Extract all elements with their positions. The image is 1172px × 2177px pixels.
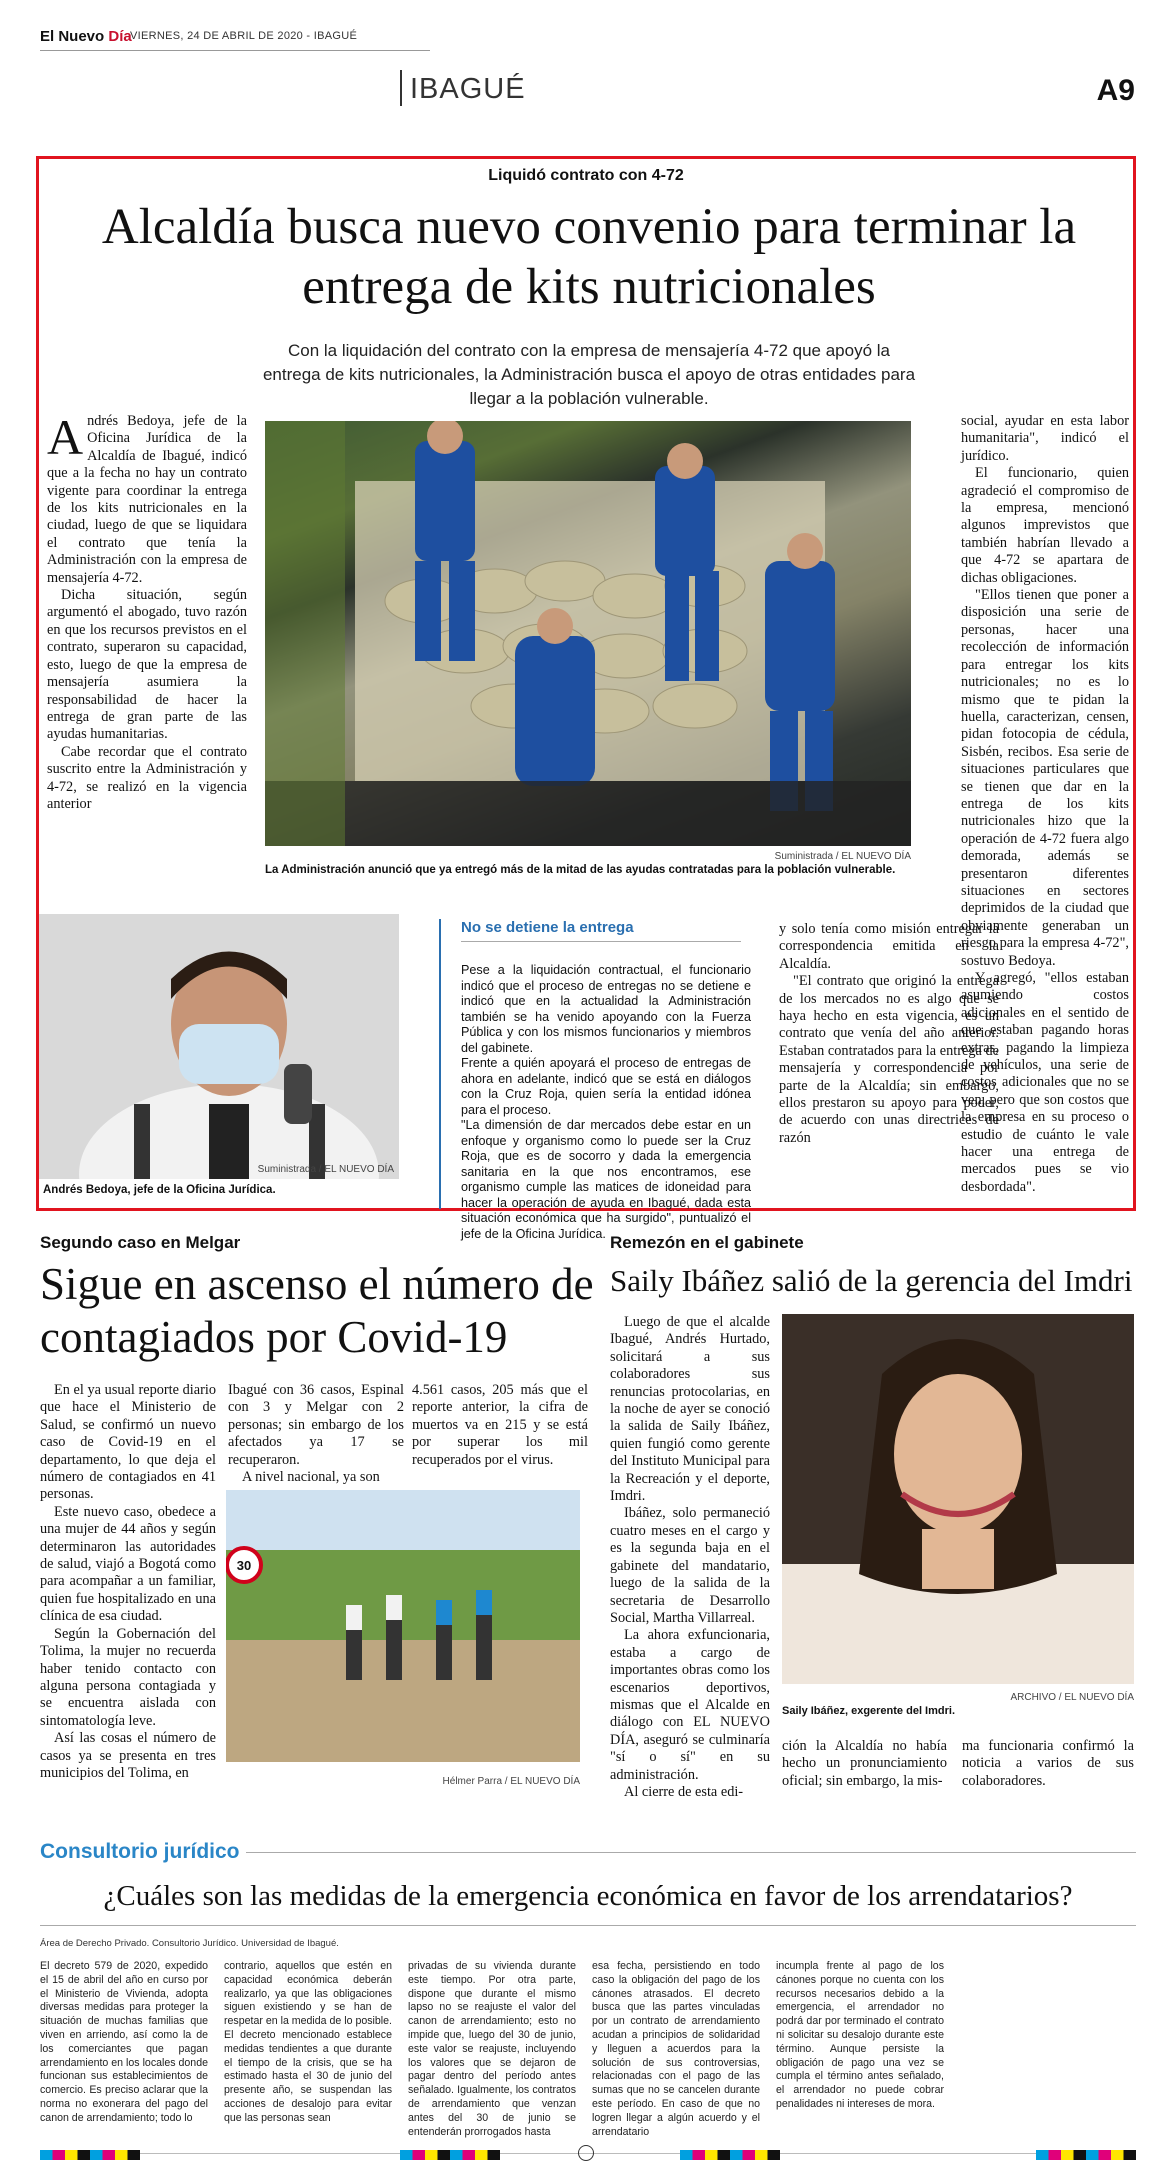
paragraph: Ibagué con 36 casos, Espinal con 3 y Melgar con 2 personas; sin embargo de los afectados ya 17 se recuperaron.: [228, 1382, 404, 1468]
dropcap: A: [47, 409, 84, 465]
paragraph: Este nuevo caso, obedece a una mujer de 44 años y según determinaron las autoridades de salud, viajó a Bogotá como para acompañar a un familiar, quien fue hospitalizado en una clínica de esa ciudad.: [40, 1503, 216, 1625]
date-line: VIERNES, 24 DE ABRIL DE 2020 - IBAGUÉ: [130, 30, 358, 42]
photo-aid-delivery: [265, 421, 911, 846]
paragraph: A nivel nacional, ya son: [242, 1469, 380, 1486]
photo-credit: Hélmer Parra / EL NUEVO DÍA: [442, 1776, 580, 1787]
paragraph: social, ayudar en esta labor humanitaria", indicó el jurídico.: [961, 413, 1129, 464]
section-divider: [400, 70, 402, 106]
melgar-column-2: [228, 1382, 404, 1486]
newspaper-logo: El Nuevo Día: [40, 28, 132, 45]
melgar-headline: Sigue en ascenso el número de contagiados por Covid-19: [40, 1259, 594, 1362]
photo-credit: ARCHIVO / EL NUEVO DÍA: [1010, 1692, 1134, 1703]
consultorio-column-2: contrario, aquellos que estén en capacidad económica deberán realizarlo, ya que las obligaciones siguen existiendo y se han de respetar en la medida de lo posible. El decreto mencionado establece medidas tendientes a que durante el tiempo de la crisis, que se ha estimado hasta el 30 de junio del presente año, se suspendan las acciones de desalojo para evitar que las personas sean: [224, 1960, 392, 2124]
melgar-column-1: [40, 1382, 216, 1782]
sidebar-rule: [461, 941, 741, 942]
sidebar-title: No se detiene la entrega: [461, 919, 634, 936]
section-name: IBAGUÉ: [410, 73, 526, 105]
color-bar: [400, 2150, 500, 2160]
consultorio-rule: [40, 1925, 1136, 1926]
melgar-kicker: Segundo caso en Melgar: [40, 1233, 241, 1252]
consultorio-column-5: incumpla frente al pago de los cánones porque no cuenta con los recursos necesarios debido a la emergencia, el arrendador no podrá dar por terminado el contrato ni solicitar su desalojo durante este término. Aunque persiste la obligación de pago una vez se cumpla el término antes señalado, el arrendador no puede cobrar penalidades ni intereses de mora.: [776, 1960, 944, 2110]
consultorio-source: Área de Derecho Privado. Consultorio Jurídico. Universidad de Ibagué.: [40, 1938, 339, 1949]
paragraph: "La dimensión de dar mercados debe estar en un enfoque y organismo como lo puede ser la Cruz Roja, que es de socorro y dada la emergencia sanitaria en la que nos encontramos, ese organismo cumple las matices de idoneidad para hacer la operación de ayuda en Ibagué, dada esta situación económica que ha surgido", puntualizó el jefe de la Oficina Jurídica.: [461, 1118, 751, 1241]
photo-credit: Suministrada / EL NUEVO DÍA: [257, 1164, 394, 1175]
paragraph: ndrés Bedoya, jefe de la Oficina Jurídica de la Alcaldía de Ibagué, indicó que a la fecha no hay un contrato vigente para coordinar la entrega de los kits nutricionales en la ciudad, luego de que se liquidara el contrato que tenía la Administración con la empresa de mensajería 4-72.: [47, 413, 247, 586]
main-deck: Con la liquidación del contrato con la empresa de mensajería 4-72 que apoyó la entrega de kits nutricionales, la Administración busca el apoyo de otras entidades para llegar a la población vulnerable.: [262, 341, 916, 408]
main-column-mid: [779, 921, 999, 1147]
street-illustration: [226, 1490, 580, 1762]
paragraph: Luego de que el alcalde Ibagué, Andrés Hurtado, solicitará a sus colaboradores sus renuncias protocolarias, en la noche de ayer se conoció la salida de Saily Ibáñez, quien fungió como gerente del Instituto Municipal para la Recreación y el deporte, Imdri.: [610, 1314, 770, 1505]
paragraph: Al cierre de esta edi-: [624, 1783, 744, 1800]
paragraph: 4.561 casos, 205 más que el reporte anterior, la cifra de muertos va en 215 y se está por superar los mil recuperados por el virus.: [412, 1382, 588, 1468]
registration-mark-icon: [578, 2145, 594, 2161]
imdri-headline: Saily Ibáñez salió de la gerencia del Imdri: [610, 1263, 1133, 1298]
photo-credit: Suministrada / EL NUEVO DÍA: [774, 851, 911, 862]
photo-street-scene: [226, 1490, 580, 1762]
imdri-column-1: [610, 1314, 770, 1801]
consultorio-rule: [246, 1852, 1136, 1853]
imdri-column-3: [962, 1738, 1134, 1790]
imdri-column-2: [782, 1738, 947, 1790]
paragraph: En el ya usual reporte diario que hace el Ministerio de Salud, se confirmó un nuevo caso de Covid-19 en el departamento, lo que deja el número de contagiados en 41 personas.: [40, 1382, 216, 1503]
paragraph: y solo tenía como misión entregar la correspondencia emitida en la Alcaldía.: [779, 921, 999, 972]
paragraph: "El contrato que originó la entrega de los mercados no es algo que se haya hecho en esta vigencia, es un contrato que venía del año anterior. Estaban contratados para la entrega de mensajería y correspondencia por parte de la Alcaldía; sin embargo, ellos prestaron su apoyo para poder, de acuerdo con unas directrices de razón: [779, 973, 999, 1146]
sidebar-text: [461, 963, 751, 1242]
paragraph: ma funcionaria confirmó la noticia a varios de sus colaboradores.: [962, 1738, 1134, 1789]
paragraph: Frente a quién apoyará el proceso de entregas de ahora en adelante, indicó que se está en diálogos con la Cruz Roja, quien sería la entidad idónea para el proceso.: [461, 1056, 751, 1117]
photo-caption: Andrés Bedoya, jefe de la Oficina Jurídica.: [43, 1184, 276, 1196]
main-article: [36, 156, 1136, 1241]
paragraph: Pese a la liquidación contractual, el funcionario indicó que el proceso de entregas no se detiene e indicó que en la actualidad la Administración también se ha venido apoyando con la Fuerza Pública y con los mismos funcionarios y miembros del gabinete.: [461, 963, 751, 1055]
photo-caption: Saily Ibáñez, exgerente del Imdri.: [782, 1705, 956, 1717]
color-bar: [40, 2150, 140, 2160]
paragraph: La ahora exfuncionaria, estaba a cargo de importantes obras como los escenarios deportivos, mismas que el Alcalde en diálogo con EL NUEVO DÍA, aseguró se culminaría "sí o sí" en su administración.: [610, 1627, 770, 1783]
paragraph: Dicha situación, según argumentó el abogado, tuvo razón en que los recursos previstos en el contrato, superaron su capacidad, esto, luego de que la empresa de mensajería asumiera la responsabilidad de hacer la entrega de gran parte de las ayudas humanitarias.: [47, 587, 247, 743]
page-number: A9: [1096, 74, 1135, 107]
photo-caption: La Administración anunció que ya entregó más de la mitad de las ayudas contratadas para la población vulnerable.: [265, 864, 896, 876]
main-kicker: Liquidó contrato con 4-72: [488, 167, 684, 184]
main-headline: Alcaldía busca nuevo convenio para terminar la entrega de kits nutricionales: [101, 199, 1077, 315]
color-bar: [1036, 2150, 1136, 2160]
header-rule: [40, 50, 430, 51]
photo-saily-ibanez: [782, 1314, 1134, 1684]
paragraph: Cabe recordar que el contrato suscrito entre la Administración y 4-72, se realizó en la vigencia anterior: [47, 743, 247, 812]
paragraph: Según la Gobernación del Tolima, la mujer no recuerda haber tenido contacto con alguna persona contagiada y se encuentra aislada con sintomatología leve.: [40, 1625, 216, 1729]
portrait-illustration: [782, 1314, 1134, 1684]
workers-illustration: [265, 421, 911, 846]
paragraph: El funcionario, quien agradeció el compromiso de la empresa, mencionó algunos imprevistos que también habrían llevado a que 4-72 se apartara de dichas obligaciones.: [961, 465, 1129, 586]
main-column-left: [47, 409, 247, 813]
speed-sign-text: 30: [236, 1558, 252, 1573]
melgar-column-3: [412, 1382, 588, 1469]
paragraph: "Ellos tienen que poner a disposición una serie de personas, hacer una recolección de información para entregar los kits nutricionales; no es lo mismo que te pidan la huella, caracterizan, censen, pidan fotocopia de cédula, Sisbén, recibos. Esa serie de situaciones particulares que se tienen que dar en la entrega de los kits nutricionales hizo que la operación de 4-72 fuera algo demorada, además se presentaron diferentes situaciones en sectores deprimidos de la ciudad que obviamente generaban un riesgo para la empresa 4-72", sostuvo Bedoya.: [961, 587, 1129, 969]
sidebar-box: [439, 919, 757, 1241]
page-header: [40, 28, 1135, 106]
paragraph: Así las cosas el número de casos ya se presenta en tres municipios del Tolima, en: [40, 1730, 216, 1781]
person-illustration: [39, 914, 399, 1179]
paragraph: Y agregó, "ellos estaban asumiendo costos adicionales en el sentido de que estaban pagando horas extras, pagando la limpieza de vehículos, una serie de costos adicionales que no se ven, pero que son costos que la empresa en su proceso o estudio de cuánto le vale hacer una entrega de mercados pues se vio desbordada".: [961, 970, 1129, 1195]
consultorio-column-3: privadas de su vivienda durante este tiempo. Por otra parte, dispone que durante el mismo lapso no se reajuste el valor del canon de arrendamiento; esto no impide que, luego del 30 de junio, este valor se reajuste, incluyendo los valores que se dejaron de pagar dentro del período antes señalado. Igualmente, los contratos de arrendamiento que venzan antes del 30 de junio se entenderán prorrogados hasta: [408, 1960, 576, 2138]
paragraph: Ibáñez, solo permaneció cuatro meses en el cargo y es la segunda baja en el gabinete del mandatario, luego de la salida de la secretaria de Desarrollo Social, Martha Villarreal.: [610, 1505, 770, 1626]
consultorio-title: Consultorio jurídico: [40, 1840, 240, 1863]
color-bar: [680, 2150, 780, 2160]
consultorio-column-4: esa fecha, persistiendo en todo caso la obligación del pago de los cánones atrasados. El decreto busca que las partes vinculadas por un contrato de arrendamiento acudan a principios de solidaridad y lleguen a acuerdos para la solución de sus controversias, relacionadas con el pago de las sumas que no se cancelen durante este período. En caso de que no logren llegar a algún acuerdo y el arrendatario: [592, 1960, 760, 2138]
consultorio-column-1: El decreto 579 de 2020, expedido el 15 de abril del año en curso por el Ministerio de Vivienda, adopta diversas medidas para proteger la situación de muchas familias que viven en arriendo, así como la de los comerciantes que pagan arrendamiento en los locales donde funcionan sus establecimientos de comercio. Es preciso aclarar que la norma no exonerara del pago del canon de arrendamiento; todo lo: [40, 1960, 208, 2124]
consultorio-question: ¿Cuáles son las medidas de la emergencia económica en favor de los arrendatarios?: [103, 1880, 1073, 1912]
imdri-kicker: Remezón en el gabinete: [610, 1233, 804, 1252]
photo-andres-bedoya: [39, 914, 399, 1179]
paragraph: ción la Alcaldía no había hecho un pronunciamiento oficial; sin embargo, la mis-: [782, 1738, 947, 1789]
